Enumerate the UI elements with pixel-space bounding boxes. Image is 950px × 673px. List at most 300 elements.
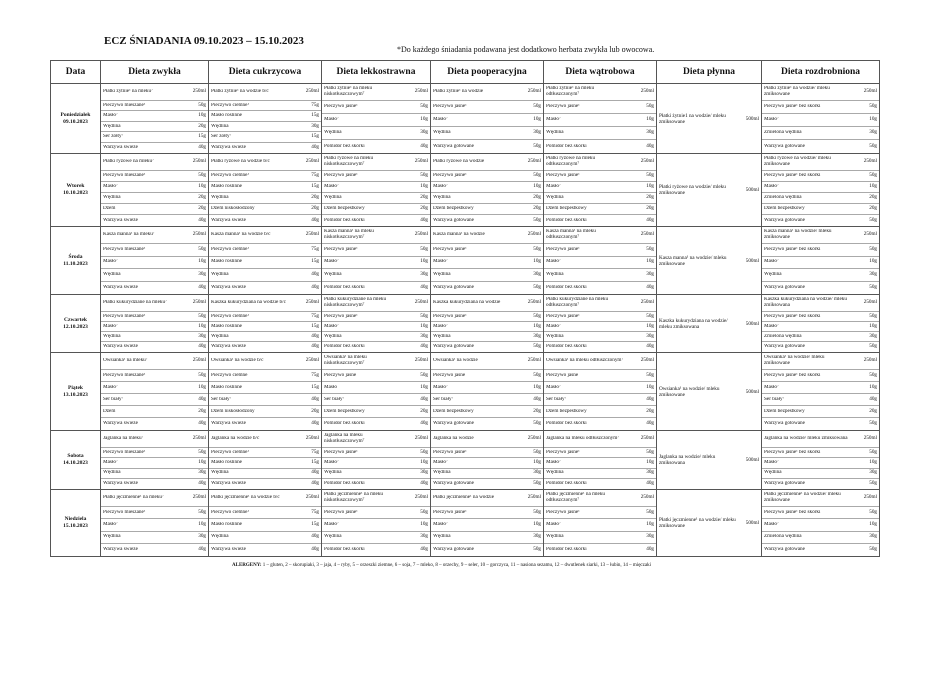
item-name: Pieczywo jasne¹ bez skórki: [764, 372, 821, 378]
menu-item: [101, 370, 208, 382]
menu-item: [762, 507, 879, 519]
item-name: Masło⁷: [103, 113, 118, 119]
item-amount: 40g: [646, 142, 654, 149]
item-amount: 10g: [869, 459, 877, 466]
diet-cell-zwykla: [101, 227, 209, 295]
item-amount: 40g: [198, 143, 206, 150]
item-amount: 75g: [311, 508, 319, 515]
menu-item: [431, 479, 543, 489]
menu-item: [431, 227, 543, 244]
menu-item: [431, 458, 543, 468]
menu-item: [209, 322, 321, 332]
item-name: Pieczywo mieszane¹: [103, 509, 146, 515]
item-name: Płatki żytnie¹ na mleku⁷: [103, 89, 153, 95]
item-name: Wędlina: [546, 333, 564, 339]
menu-item: [544, 469, 656, 479]
item-amount: 40g: [198, 216, 206, 223]
menu-item: [657, 184, 761, 196]
day-row: [51, 295, 880, 353]
item-name: Warzywa świeże: [103, 284, 138, 290]
item-name: Pieczywo jasne¹: [433, 449, 467, 455]
diet-cell-lekkostrawna: [322, 154, 431, 227]
item-amount: 75g: [311, 448, 319, 455]
item-name: Pieczywo jasne¹ bez skórki: [764, 509, 821, 515]
item-amount: 50g: [869, 103, 877, 110]
menu-item: [209, 532, 321, 544]
item-name: Warzywa świeże: [211, 284, 246, 290]
menu-item: [762, 394, 879, 406]
menu-item: [101, 204, 208, 215]
item-name: Wędlina: [324, 130, 342, 136]
menu-item: [101, 215, 208, 226]
day-date: 15.10.2023: [63, 523, 88, 529]
item-amount: 250ml: [863, 88, 877, 95]
item-amount: 10g: [533, 383, 541, 390]
item-name: Dżem: [103, 206, 116, 212]
item-name: Pomidor bez skórki: [546, 143, 587, 149]
item-name: Masło⁷: [433, 117, 448, 123]
item-name: Masło⁷: [546, 522, 561, 528]
menu-item: [431, 84, 543, 101]
item-name: Wędlina: [211, 534, 229, 540]
item-amount: 10g: [646, 183, 654, 190]
page-title: ECZ ŚNIADANIA 09.10.2023 – 15.10.2023: [104, 35, 304, 47]
menu-item: [101, 282, 208, 295]
menu-item: [101, 154, 208, 171]
item-amount: 50g: [420, 103, 428, 110]
item-amount: 40g: [198, 480, 206, 487]
menu-item: [101, 448, 208, 458]
menu-item: [544, 507, 656, 519]
item-name: Warzywa świeże: [211, 344, 246, 350]
header-zwykla: Dieta zwykła: [101, 61, 209, 84]
item-amount: 40g: [533, 395, 541, 402]
item-amount: 15g: [311, 133, 319, 140]
item-name: Masło roślinne: [211, 113, 242, 119]
menu-item: [431, 127, 543, 140]
item-amount: 30g: [646, 129, 654, 136]
diet-cell-plynna: [657, 84, 762, 154]
menu-item: [762, 140, 879, 153]
item-name: Masło⁷: [433, 384, 448, 390]
item-amount: 50g: [198, 172, 206, 179]
item-name: Wędlina: [324, 470, 342, 476]
item-amount: 50g: [869, 142, 877, 149]
menu-item: [209, 101, 321, 111]
item-amount: 10g: [533, 322, 541, 329]
item-amount: 40g: [420, 480, 428, 487]
item-amount: 40g: [420, 216, 428, 223]
item-name: Pieczywo ciemne¹: [211, 313, 249, 319]
item-name: Pomidor bez skórki: [546, 217, 587, 223]
item-amount: 10g: [869, 183, 877, 190]
item-amount: 30g: [869, 332, 877, 339]
menu-item: [431, 544, 543, 556]
item-name: Warzywa świeże: [103, 547, 138, 553]
item-amount: 50g: [420, 172, 428, 179]
item-amount: 250ml: [414, 231, 428, 238]
item-name: Pieczywo jasne: [433, 372, 466, 378]
item-amount: 10g: [198, 183, 206, 190]
item-amount: 50g: [869, 283, 877, 290]
item-amount: 50g: [198, 245, 206, 252]
item-amount: 50g: [533, 103, 541, 110]
item-amount: 40g: [420, 283, 428, 290]
item-amount: 10g: [646, 383, 654, 390]
menu-item: [101, 227, 208, 244]
item-name: Wędlina: [546, 271, 564, 277]
item-amount: 250ml: [305, 357, 319, 364]
item-amount: 50g: [869, 172, 877, 179]
menu-item: [101, 544, 208, 556]
item-amount: 20g: [646, 407, 654, 414]
item-amount: 30g: [420, 469, 428, 476]
item-amount: 50g: [198, 508, 206, 515]
item-amount: 250ml: [305, 88, 319, 95]
menu-body: [51, 84, 880, 557]
item-name: Wędlina: [546, 534, 564, 540]
menu-item: [322, 154, 430, 171]
item-name: Warzywa świeże: [103, 344, 138, 350]
menu-item: [431, 490, 543, 507]
diet-cell-zwykla: [101, 431, 209, 490]
item-amount: 10g: [533, 183, 541, 190]
item-amount: 30g: [869, 270, 877, 277]
item-name: Owsianka¹ na mleku odtłuszczonym⁷: [546, 358, 624, 364]
diet-cell-watrobowa: [544, 295, 657, 353]
item-amount: 40g: [311, 395, 319, 402]
menu-item: [322, 382, 430, 394]
menu-item: [431, 140, 543, 153]
item-amount: 250ml: [863, 494, 877, 501]
diet-cell-lekkostrawna: [322, 295, 431, 353]
item-amount: 50g: [869, 546, 877, 553]
tea-note: *Do każdego śniadania podawana jest dodatkowo herbata zwykła lub owocowa.: [397, 45, 655, 54]
item-name: Warzywa gotowane: [433, 481, 474, 487]
item-amount: 50g: [646, 312, 654, 319]
menu-item: [322, 370, 430, 382]
item-amount: 50g: [533, 312, 541, 319]
menu-item: [431, 353, 543, 370]
diet-cell-rozdrobniona: [762, 227, 880, 295]
item-name: Masło roślinne: [211, 323, 242, 329]
day-name: Piątek: [68, 384, 83, 391]
diet-cell-pooperacyjna: [431, 84, 544, 154]
menu-item: [209, 204, 321, 215]
item-amount: 50g: [420, 371, 428, 378]
item-amount: 250ml: [640, 299, 654, 306]
item-amount: 250ml: [192, 494, 206, 501]
item-name: Warzywa gotowane: [433, 421, 474, 427]
menu-item: [209, 431, 321, 448]
menu-item: [762, 458, 879, 468]
item-amount: 15g: [311, 112, 319, 119]
item-name: Dżem bezpestkowy: [324, 206, 365, 212]
diet-cell-plynna: [657, 490, 762, 557]
item-name: Warzywa świeże: [103, 217, 138, 223]
menu-item: [544, 154, 656, 171]
menu-item: [322, 322, 430, 332]
item-amount: 40g: [646, 546, 654, 553]
item-name: Pieczywo jasne¹: [546, 509, 580, 515]
item-name: Pomidor bez skórki: [324, 421, 365, 427]
item-name: Płatki żytnie1 na wodzie/ mleku zmiksowane: [659, 112, 726, 125]
item-amount: 40g: [311, 343, 319, 350]
item-amount: 20g: [646, 205, 654, 212]
item-name: Wędlina: [433, 470, 451, 476]
item-name: Pomidor bez skórki: [546, 284, 587, 290]
menu-item: [431, 182, 543, 193]
item-amount: 250ml: [414, 299, 428, 306]
item-amount: 10g: [420, 116, 428, 123]
breakfast-menu-table: [50, 60, 880, 557]
item-amount: 50g: [420, 508, 428, 515]
menu-item: [101, 394, 208, 406]
item-amount: 50g: [533, 343, 541, 350]
item-name: Dżem bezpestkowy: [433, 408, 474, 414]
menu-item: [101, 122, 208, 132]
item-name: Dżem bezpestkowy: [546, 408, 587, 414]
item-name: Masło roślinne: [211, 460, 242, 466]
item-amount: 50g: [646, 371, 654, 378]
menu-item: [762, 101, 879, 114]
menu-item: [209, 312, 321, 322]
item-name: Jaglanka na wodzie: [433, 436, 474, 442]
item-amount: 500ml: [745, 388, 759, 395]
diet-cell-zwykla: [101, 353, 209, 431]
item-name: Wędlina: [546, 130, 564, 136]
item-amount: 50g: [420, 448, 428, 455]
diet-cell-cukrzycowa: [209, 431, 322, 490]
item-name: Płatki żytnie¹ na wodzie/ mleku zmiksowane: [764, 86, 830, 97]
item-name: Masło⁷: [324, 117, 339, 123]
item-name: Zmielona wędlina: [764, 130, 802, 136]
menu-item: [762, 448, 879, 458]
menu-item: [101, 458, 208, 468]
item-amount: 250ml: [414, 158, 428, 165]
item-amount: 20g: [198, 122, 206, 129]
menu-item: [544, 269, 656, 282]
item-amount: 250ml: [192, 299, 206, 306]
item-amount: 10g: [420, 258, 428, 265]
item-amount: 50g: [533, 216, 541, 223]
item-amount: 50g: [869, 480, 877, 487]
item-amount: 50g: [646, 448, 654, 455]
item-amount: 30g: [311, 122, 319, 129]
item-amount: 250ml: [192, 158, 206, 165]
item-name: Warzywa gotowane: [433, 547, 474, 553]
item-name: Warzywa świeże: [211, 217, 246, 223]
menu-item: [322, 448, 430, 458]
day-cell: [51, 84, 101, 154]
menu-item: [431, 332, 543, 342]
menu-item: [431, 282, 543, 295]
item-name: Warzywa gotowane: [764, 344, 805, 350]
item-name: Płatki ryżowe na mleku odtłuszczonym⁷: [546, 156, 596, 167]
item-name: Pomidor bez skórki: [324, 143, 365, 149]
item-name: Warzywa gotowane: [764, 284, 805, 290]
item-amount: 250ml: [863, 357, 877, 364]
item-name: Jaglanka na wodzie b/c: [211, 436, 260, 442]
menu-item: [209, 182, 321, 193]
menu-item: [657, 255, 761, 267]
diet-cell-zwykla: [101, 490, 209, 557]
item-name: Wędlina: [103, 470, 121, 476]
diet-cell-watrobowa: [544, 84, 657, 154]
item-amount: 250ml: [192, 357, 206, 364]
menu-item: [322, 418, 430, 430]
menu-item: [322, 469, 430, 479]
menu-item: [762, 490, 879, 507]
item-amount: 10g: [198, 112, 206, 119]
menu-item: [322, 257, 430, 270]
item-amount: 30g: [869, 129, 877, 136]
diet-cell-rozdrobniona: [762, 353, 880, 431]
item-amount: 250ml: [527, 357, 541, 364]
diet-cell-cukrzycowa: [209, 154, 322, 227]
item-name: Pieczywo jasne¹: [324, 313, 358, 319]
item-name: Zmielona wędlina: [764, 534, 802, 540]
menu-item: [544, 84, 656, 101]
item-name: Owsianka¹ na mleku niskotłuszczowym⁷: [324, 355, 367, 366]
menu-item: [322, 193, 430, 204]
item-name: Płatki jęczmienne¹ na wodzie b/c: [211, 495, 280, 501]
item-name: Dżem niskosłodzony: [211, 408, 255, 414]
menu-item: [322, 394, 430, 406]
item-name: Dżem niskosłodzony: [211, 206, 255, 212]
item-name: Wędlina: [764, 271, 782, 277]
menu-item: [431, 193, 543, 204]
item-name: Masło⁷: [103, 460, 118, 466]
item-amount: 250ml: [305, 299, 319, 306]
item-name: Masło⁷: [433, 259, 448, 265]
menu-item: [544, 193, 656, 204]
item-name: Pieczywo mieszane¹: [103, 313, 146, 319]
diet-cell-rozdrobniona: [762, 295, 880, 353]
diet-cell-watrobowa: [544, 154, 657, 227]
menu-item: [544, 448, 656, 458]
menu-item: [101, 269, 208, 282]
item-name: Wędlina: [324, 534, 342, 540]
item-name: Warzywa świeże: [103, 421, 138, 427]
item-name: Pomidor bez skórki: [546, 547, 587, 553]
item-amount: 40g: [646, 343, 654, 350]
menu-item: [322, 204, 430, 215]
item-amount: 50g: [533, 420, 541, 427]
item-name: Pieczywo jasne¹: [433, 313, 467, 319]
menu-item: [431, 295, 543, 312]
item-name: Pieczywo jasne¹: [546, 246, 580, 252]
menu-item: [762, 114, 879, 127]
item-amount: 20g: [198, 205, 206, 212]
menu-item: [209, 332, 321, 342]
item-amount: 50g: [869, 448, 877, 455]
item-name: Masło⁷: [324, 323, 339, 329]
header-cukrzycowa: Dieta cukrzycowa: [209, 61, 322, 84]
item-amount: 250ml: [640, 231, 654, 238]
item-amount: 500ml: [745, 520, 759, 526]
day-date: 14.10.2023: [63, 460, 88, 466]
menu-item: [657, 113, 761, 125]
menu-item: [657, 517, 761, 529]
item-name: Płatki żytnie¹ na mleku niskotłuszczowym⁷: [324, 86, 373, 97]
item-amount: 10g: [869, 322, 877, 329]
header-rozdrobniona: Dieta rozdrobniona: [762, 61, 880, 84]
menu-item: [431, 101, 543, 114]
item-name: Masło⁷: [546, 117, 561, 123]
item-name: Masło⁷: [764, 323, 779, 329]
item-amount: 40g: [198, 420, 206, 427]
menu-item: [431, 114, 543, 127]
item-name: Kaszka kukurydziana na wodzie b/c: [211, 300, 286, 306]
menu-item: [544, 532, 656, 544]
menu-item: [762, 257, 879, 270]
item-amount: 40g: [646, 395, 654, 402]
item-amount: 10g: [420, 383, 428, 390]
item-name: Pieczywo jasne¹: [546, 104, 580, 110]
item-name: Płatki kukurydziane na mleku odtłuszczonym⁷: [546, 297, 609, 308]
item-amount: 250ml: [640, 158, 654, 165]
item-amount: 250ml: [527, 158, 541, 165]
item-amount: 20g: [420, 205, 428, 212]
menu-item: [322, 519, 430, 531]
item-name: Pieczywo ciemne: [211, 372, 248, 378]
menu-item: [762, 127, 879, 140]
menu-item: [101, 532, 208, 544]
menu-item: [322, 171, 430, 182]
menu-item: [101, 490, 208, 507]
item-name: Płatki ryżowe na mleku⁷: [103, 159, 154, 165]
menu-item: [209, 342, 321, 352]
item-amount: 40g: [646, 420, 654, 427]
item-name: Wędlina: [433, 534, 451, 540]
menu-item: [209, 544, 321, 556]
menu-item: [431, 312, 543, 322]
menu-item: [209, 382, 321, 394]
item-amount: 50g: [533, 508, 541, 515]
menu-item: [322, 353, 430, 370]
item-name: Masło⁷: [103, 259, 118, 265]
item-name: Wędlina: [324, 271, 342, 277]
menu-item: [431, 519, 543, 531]
item-name: Jaglanka na wodzie/ mleku zmiksowana: [764, 436, 848, 442]
menu-item: [762, 342, 879, 352]
item-name: Pieczywo ciemne¹: [211, 509, 249, 515]
item-amount: 10g: [198, 521, 206, 528]
item-name: Wędlina: [103, 333, 121, 339]
item-name: Masło⁷: [546, 184, 561, 190]
item-amount: 50g: [420, 245, 428, 252]
item-name: Warzywa świeże: [103, 481, 138, 487]
item-name: Warzywa świeże: [211, 547, 246, 553]
item-name: Warzywa gotowane: [764, 481, 805, 487]
menu-item: [209, 215, 321, 226]
menu-item: [101, 479, 208, 489]
menu-item: [101, 353, 208, 370]
menu-item: [657, 386, 761, 398]
day-name: Poniedziałek: [60, 111, 91, 118]
item-name: Jaglanka na mleku niskotłuszczowym⁷: [324, 433, 365, 444]
diet-cell-rozdrobniona: [762, 431, 880, 490]
menu-item: [762, 269, 879, 282]
item-amount: 50g: [869, 371, 877, 378]
menu-item: [101, 418, 208, 430]
item-name: Jaglanka na mleku⁷: [103, 436, 144, 442]
item-amount: 40g: [198, 395, 206, 402]
menu-item: [322, 269, 430, 282]
item-amount: 250ml: [863, 231, 877, 238]
menu-item: [762, 353, 879, 370]
